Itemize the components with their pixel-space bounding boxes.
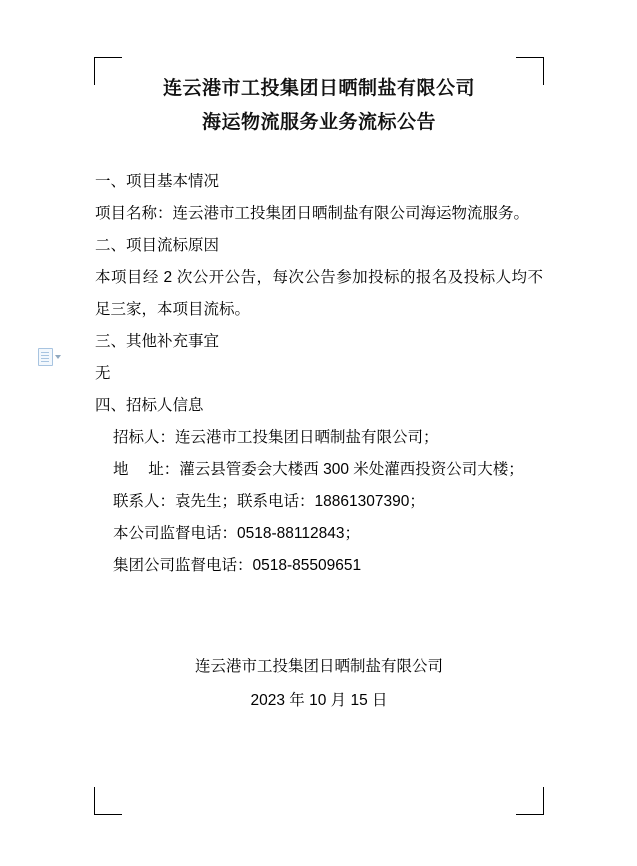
- margin-mark-bottom-right-h: [516, 814, 544, 815]
- section-heading-3: 三、其他补充事宜: [95, 333, 220, 350]
- contact-line-1: 招标人：连云港市工投集团日晒制盐有限公司；: [113, 429, 439, 446]
- margin-mark-top-left-h: [94, 57, 122, 58]
- contact-line-4: 本公司监督电话：0518-88112843；: [113, 525, 360, 542]
- document-page-icon: [38, 348, 53, 366]
- section-heading-2: 二、项目流标原因: [95, 237, 220, 254]
- margin-mark-bottom-left-v: [94, 787, 95, 815]
- chevron-down-icon: [55, 355, 61, 359]
- margin-mark-top-right-v: [543, 57, 544, 85]
- margin-mark-bottom-right-v: [543, 787, 544, 815]
- section-body-3: 无: [95, 365, 111, 382]
- contact-line-3: 联系人：袁先生；联系电话：18861307390；: [113, 493, 425, 510]
- section-body-1: 项目名称：连云港市工投集团日晒制盐有限公司海运物流服务。: [95, 205, 530, 222]
- document-object-anchor-icon[interactable]: [38, 348, 64, 366]
- margin-mark-top-right-h: [516, 57, 544, 58]
- page-title-line-1: 连云港市工投集团日晒制盐有限公司: [162, 78, 475, 99]
- signature-block: [95, 650, 543, 718]
- section-heading-1: 一、项目基本情况: [95, 173, 220, 190]
- document-body: [95, 72, 543, 718]
- contact-line-2: 地 址：灌云县管委会大楼西 300 米处灌西投资公司大楼；: [113, 461, 524, 478]
- signature-date: 2023 年 10 月 15 日: [250, 692, 388, 709]
- document-sections: [95, 166, 543, 582]
- section-body-2: 本项目经 2 次公开公告，每次公告参加投标的报名及投标人均不足三家，本项目流标。: [95, 269, 543, 318]
- page-title: [95, 72, 543, 140]
- signature-company: 连云港市工投集团日晒制盐有限公司: [194, 658, 443, 675]
- contact-line-5: 集团公司监督电话：0518-85509651: [113, 557, 362, 574]
- section-heading-4: 四、招标人信息: [95, 397, 204, 414]
- page-title-line-2: 海运物流服务业务流标公告: [201, 112, 436, 133]
- margin-mark-bottom-left-h: [94, 814, 122, 815]
